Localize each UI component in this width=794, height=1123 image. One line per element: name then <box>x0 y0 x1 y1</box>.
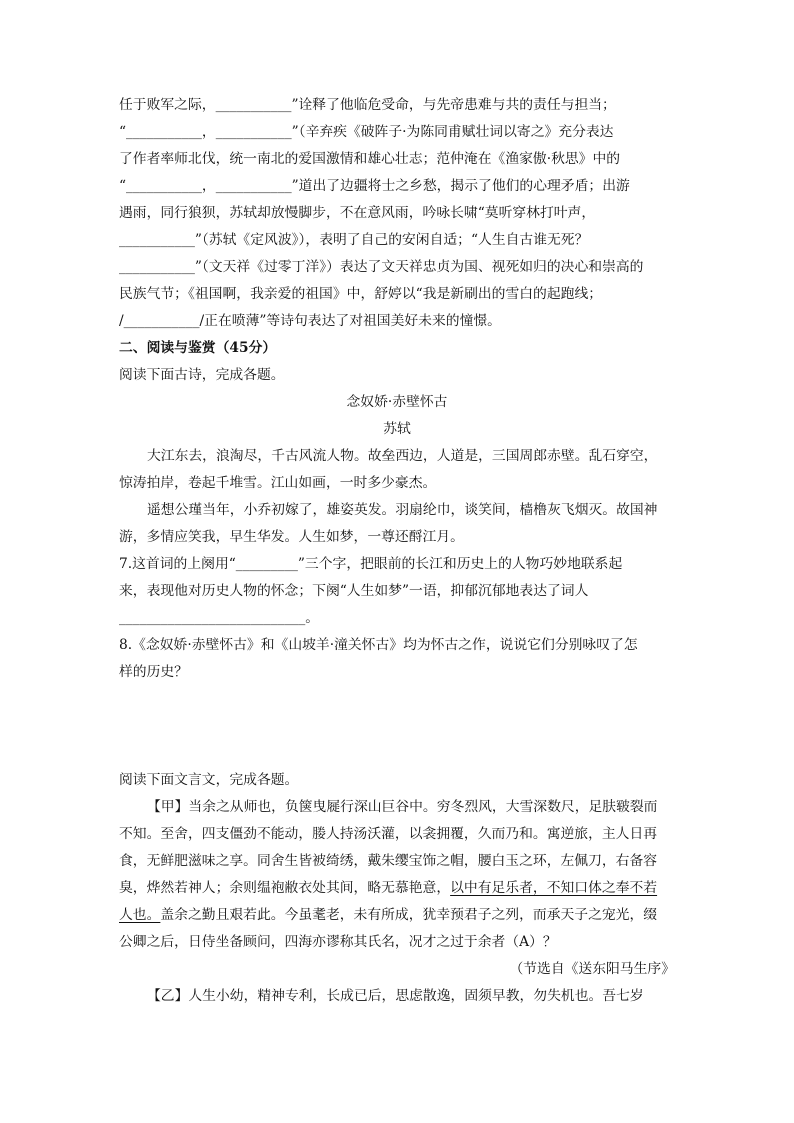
source-citation: （节选自《送东阳马生序》 <box>509 961 675 977</box>
prose-line: 食，无鲜肥滋味之享。同舍生皆被绮绣，戴朱缨宝饰之帽，腰白玉之环，左佩刀，右备容 <box>119 853 658 869</box>
poem-instruction: 阅读下面古诗，完成各题。 <box>119 367 285 383</box>
poem-body <box>119 443 675 551</box>
fill-in-section <box>119 92 675 335</box>
section-heading: 二、阅读与鉴赏（45分） <box>119 340 277 356</box>
question-7 <box>119 551 675 632</box>
prose-line <box>119 875 675 902</box>
text-line: 民族气节；《祖国啊，我亲爱的祖国》中，舒婷以“我是新刷出的雪白的起跑线； <box>119 286 603 302</box>
text-line: 了作者率师北伐，统一南北的爱国激情和雄心壮志；范仲淹在《渔家傲·秋思》中的 <box>119 151 621 167</box>
poem-line: 遥想公瑾当年，小乔初嫁了，雄姿英发。羽扇纶巾，谈笑间，樯橹灰飞烟灭。故国神 <box>147 502 658 518</box>
prose-text: 盖余之勤且艰若此。今虽耄老，未有所成，犹幸预君子之列，而承天子之宠光，缀 <box>160 907 658 923</box>
question-line: 7.这首词的上阕用“_________”三个字，把眼前的长江和历史上的人物巧妙地联系起 <box>119 556 623 572</box>
prose-text: 臭，烨然若神人；余则缊袍敝衣处其间，略无慕艳意， <box>119 880 451 896</box>
text-line: “___________，___________”道出了边疆将士之乡愁，揭示了他们的心理矛盾；出游 <box>119 178 630 194</box>
answer-space <box>119 686 675 767</box>
question-line: 样的历史？ <box>119 664 188 680</box>
text-line: ___________”（文天祥《过零丁洋》）表达了文天祥忠贞为国、视死如归的决心和崇高的 <box>119 259 644 275</box>
question-line: 来，表现他对历史人物的怀念；下阕“人生如梦”一语，抑郁沉郁地表达了词人 <box>119 583 589 599</box>
poem-author: 苏轼 <box>383 421 411 437</box>
text-line: /___________/正在喷薄”等诗句表达了对祖国美好未来的憧憬。 <box>119 313 501 329</box>
poem-line: 惊涛拍岸，卷起千堆雪。江山如画，一时多少豪杰。 <box>119 475 437 491</box>
prose-instruction: 阅读下面文言文，完成各题。 <box>119 772 299 788</box>
prose-jia <box>119 794 675 983</box>
prose-line: 【甲】当余之从师也，负箧曳屣行深山巨谷中。穷冬烈风，大雪深数尺，足肤皲裂而 <box>147 799 658 815</box>
poem-line: 大江东去，浪淘尽，千古风流人物。故垒西边，人道是，三国周郎赤壁。乱石穿空， <box>147 448 658 464</box>
prose-line: 【乙】人生小幼，精神专利，长成已后，思虑散逸，固须早教，勿失机也。吾七岁 <box>147 988 644 1004</box>
prose-yi <box>119 983 675 1010</box>
poem-line: 游，多情应笑我，早生华发。人生如梦，一尊还酹江月。 <box>119 529 464 545</box>
prose-line: 公卿之后，日侍坐备顾问，四海亦谬称其氏名，况才之过于余者（A）？ <box>119 934 557 950</box>
question-8 <box>119 632 675 686</box>
underlined-sentence: 人也。 <box>119 907 161 923</box>
document-page <box>119 92 675 1010</box>
question-line: ___________________________。 <box>119 610 320 626</box>
text-line: 任于败军之际，___________”诠释了他临危受命，与先帝患难与共的责任与担当； <box>119 97 616 113</box>
text-line: ___________”（苏轼《定风波》），表明了自己的安闲自适；“人生自古谁无死？ <box>119 232 589 248</box>
underlined-sentence: 以中有足乐者，不知口体之奉不若 <box>450 880 658 896</box>
text-line: 遇雨，同行狼狈，苏轼却放慢脚步，不在意风雨，吟咏长啸“莫听穿林打叶声， <box>119 205 596 221</box>
prose-line: 不知。至舍，四支僵劲不能动，媵人持汤沃灌，以衾拥覆，久而乃和。寓逆旅，主人日再 <box>119 826 658 842</box>
poem-title: 念奴娇·赤壁怀古 <box>346 394 448 410</box>
question-line: 8.《念奴娇·赤壁怀古》和《山坡羊·潼关怀古》均为怀古之作，说说它们分别咏叹了怎 <box>119 637 638 653</box>
prose-line <box>119 902 675 929</box>
text-line: “___________，___________”（辛弃疾《破阵子·为陈同甫赋壮词以寄之》充分表达 <box>119 124 614 140</box>
